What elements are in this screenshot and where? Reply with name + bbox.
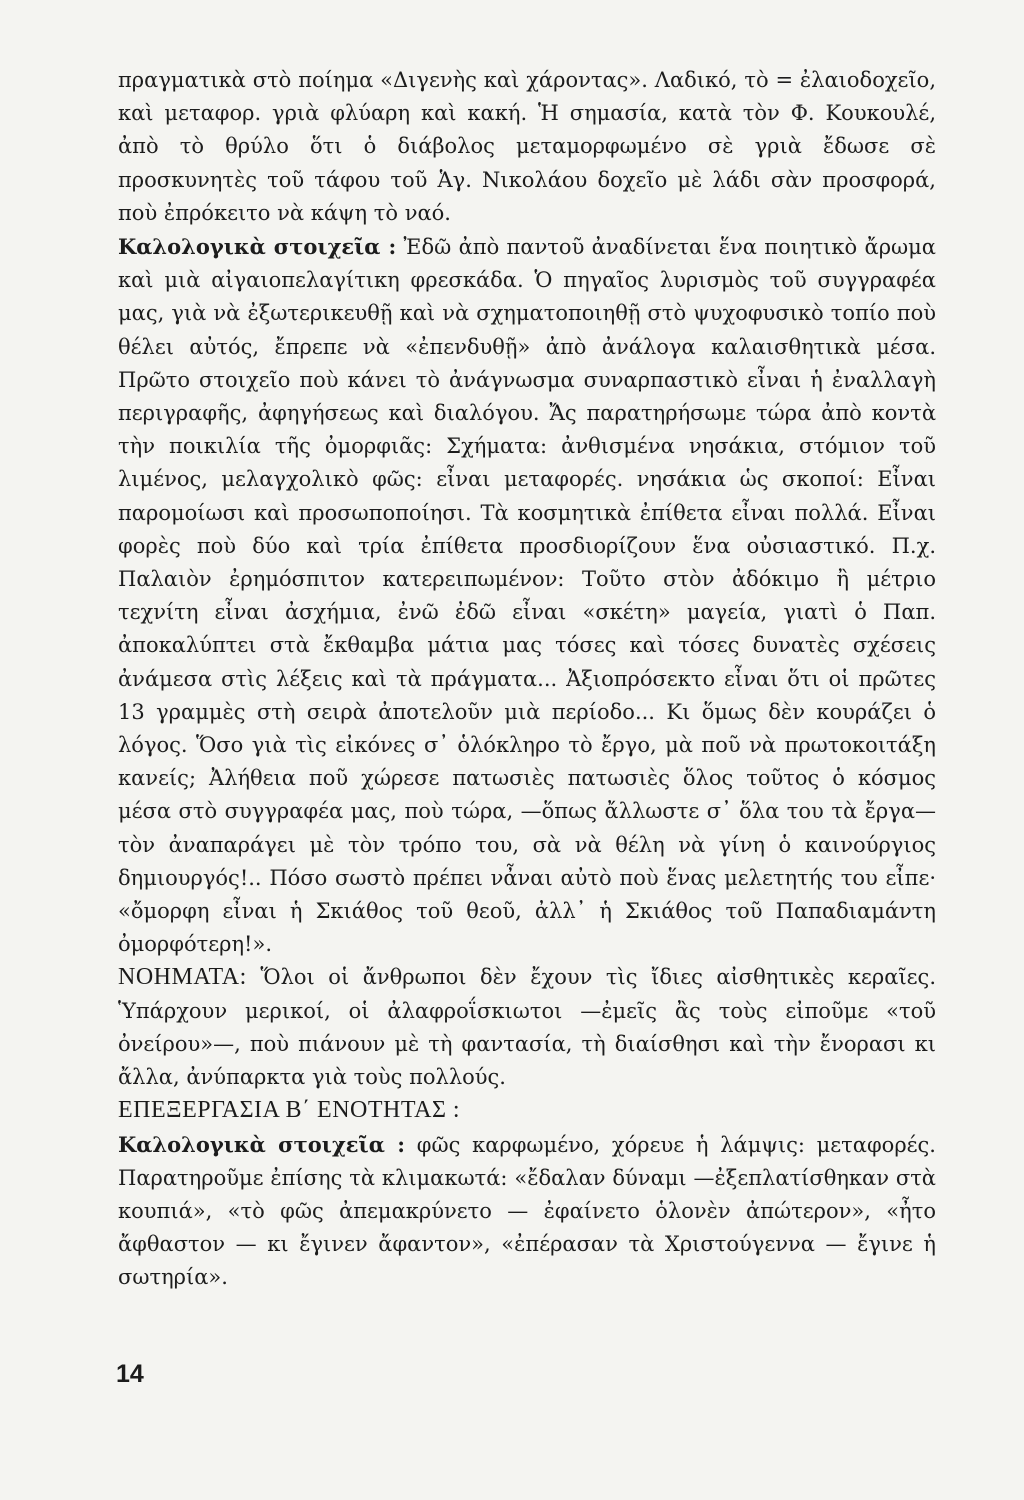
section-heading-kalologika: Καλολογικὰ στοιχεῖα : bbox=[118, 234, 397, 260]
section-text-kalologika: Ἐδῶ ἀπὸ παντοῦ ἀναδίνεται ἕνα ποιητικὸ ἄρωμα καὶ μιὰ αἰγαιοπελαγίτικη φρεσκάδα. Ὁ πηγαῖος λυρισμὸς τοῦ συγγραφέα μας, γιὰ νὰ ἐξωτερικευθῇ καὶ νὰ σχηματοποιηθῇ στὸ ψυχοφυσικὸ τοπίο ποὺ θέλει αὐτός, ἔπρεπε νὰ «ἐπενδυθῇ» ἀπὸ ἀνάλογα καλαισθητικὰ μέσα. Πρῶτο στοιχεῖο ποὺ κάνει τὸ ἀνάγνωσμα συναρπαστικὸ εἶναι ἡ ἐναλλαγὴ περιγραφῆς, ἀφηγήσεως καὶ διαλόγου. Ἄς παρατηρήσωμε τώρα ἀπὸ κοντὰ τὴν ποικιλία τῆς ὀμορφιᾶς: Σχήματα: ἀνθισμένα νησάκια, στόμιον τοῦ λιμένος, μελαγχολικὸ φῶς: εἶναι μεταφορές. νησάκια ὡς σκοποί: Εἶναι παρομοίωσι καὶ προσωποποίησι. Τὰ κοσμητικὰ ἐπίθετα εἶναι πολλά. Εἶναι φορὲς ποὺ δύο καὶ τρία ἐπίθετα προσδιορίζουν ἕνα οὐσιαστικό. Π.χ. Παλαιὸν ἐρημόσπιτον κατερειπωμένον: Τοῦτο στὸν ἀδόκιμο ἢ μέτριο τεχνίτη εἶναι ἀσχήμια, ἐνῶ ἐδῶ εἶναι «σκέτη» μαγεία, γιατὶ ὁ Παπ. ἀποκαλύπτει στὰ ἔκθαμβα μάτια μας τόσες καὶ τόσες δυνατὲς σχέσεις ἀνάμεσα στὶς λέξεις καὶ τὰ πράγματα... Ἀξιοπρόσεκτο εἶναι ὅτι οἱ πρῶτες 13 γραμμὲς στὴ σειρὰ ἀποτελοῦν μιὰ περίοδο... Κι ὅμως δὲν κουράζει ὁ λόγος. Ὅσο γιὰ τὶς εἰκόνες σ᾽ ὁλόκληρο τὸ ἔργο, μὰ ποῦ νὰ πρωτοκοιτάξη κανείς; Ἀλήθεια ποῦ χώρεσε πατωσιὲς πατωσιὲς ὅλος τοῦτος ὁ κόσμος μέσα στὸ συγγραφέα μας, ποὺ τώρα, —ὅπως ἄλλωστε σ᾽ ὅλα του τὰ ἔργα— τὸν ἀναπαράγει μὲ τὸν τρόπο του, σὰ νὰ θέλη νὰ γίνη ὁ καινούργιος δημιουργός!.. Πόσο σωστὸ πρέπει νἆναι αὐτὸ ποὺ ἕνας μελετητής του εἶπε· «ὄμορφη εἶναι ἡ Σκιάθος τοῦ θεοῦ, ἀλλ᾽ ἡ Σκιάθος τοῦ Παπαδιαμάντη ὀμορφότερη!». bbox=[118, 235, 936, 957]
section-heading-epexergasia: ΕΠΕΞΕΡΓΑΣΙΑ Β΄ ΕΝΟΤΗΤΑΣ : bbox=[118, 1097, 461, 1124]
section-text-noimata: Ὅλοι οἱ ἄνθρωποι δὲν ἔχουν τὶς ἴδιες αἰσθητικὲς κεραῖες. Ὑπάρχουν μερικοί, οἱ ἀλαφροΐσκιωτοι —ἐμεῖς ἂς τοὺς εἰποῦμε «τοῦ ὀνείρου»—, ποὺ πιάνουν μὲ τὴ φαντασία, τὴ διαίσθησι καὶ τὴν ἔνορασι κι ἄλλα, ἀνύπαρκτα γιὰ τοὺς πολλούς. bbox=[118, 965, 936, 1090]
section-heading-noimata: ΝΟΗΜΑΤΑ: bbox=[118, 964, 247, 991]
section-heading-kalologika-2: Καλολογικὰ στοιχεῖα : bbox=[118, 1131, 405, 1157]
paragraph-section-2 bbox=[118, 961, 936, 1094]
page-body-text bbox=[118, 64, 936, 1295]
section-text-kalologika-2: φῶς καρφωμένο, χόρευε ἡ λάμψις: μεταφορές. Παρατηροῦμε ἐπίσης τὰ κλιμακωτά: «ἔδαλαν δύναμι —ἐξεπλατίσθηκαν στὰ κουπιά», «τὸ φῶς ἀπεμακρύνετο — ἐφαίνετο ὁλονὲν ἀπώτερον», «ἦτο ἄφθαστον — κι ἔγινεν ἄφαντον», «ἐπέρασαν τὰ Χριστούγεννα — ἔγινε ἡ σωτηρία». bbox=[118, 1132, 936, 1290]
paragraph-section-4 bbox=[118, 1128, 936, 1295]
paragraph-intro: πραγματικὰ στὸ ποίημα «Διγενὴς καὶ χάροντας». Λαδικό, τὸ = ἐλαιοδοχεῖο, καὶ μεταφορ. γριὰ φλύαρη καὶ κακή. Ἡ σημασία, κατὰ τὸν Φ. Κουκουλέ, ἀπὸ τὸ θρύλο ὅτι ὁ διάβολος μεταμορφωμένο σὲ γριὰ ἔδωσε σὲ προσκυνητὲς τοῦ τάφου τοῦ Ἁγ. Νικολάου δοχεῖο μὲ λάδι σὰν προσφορά, ποὺ ἐπρόκειτο νὰ κάψη τὸ ναό. bbox=[118, 68, 936, 225]
paragraph-section-1 bbox=[118, 230, 936, 961]
page-number: 14 bbox=[116, 1360, 144, 1388]
